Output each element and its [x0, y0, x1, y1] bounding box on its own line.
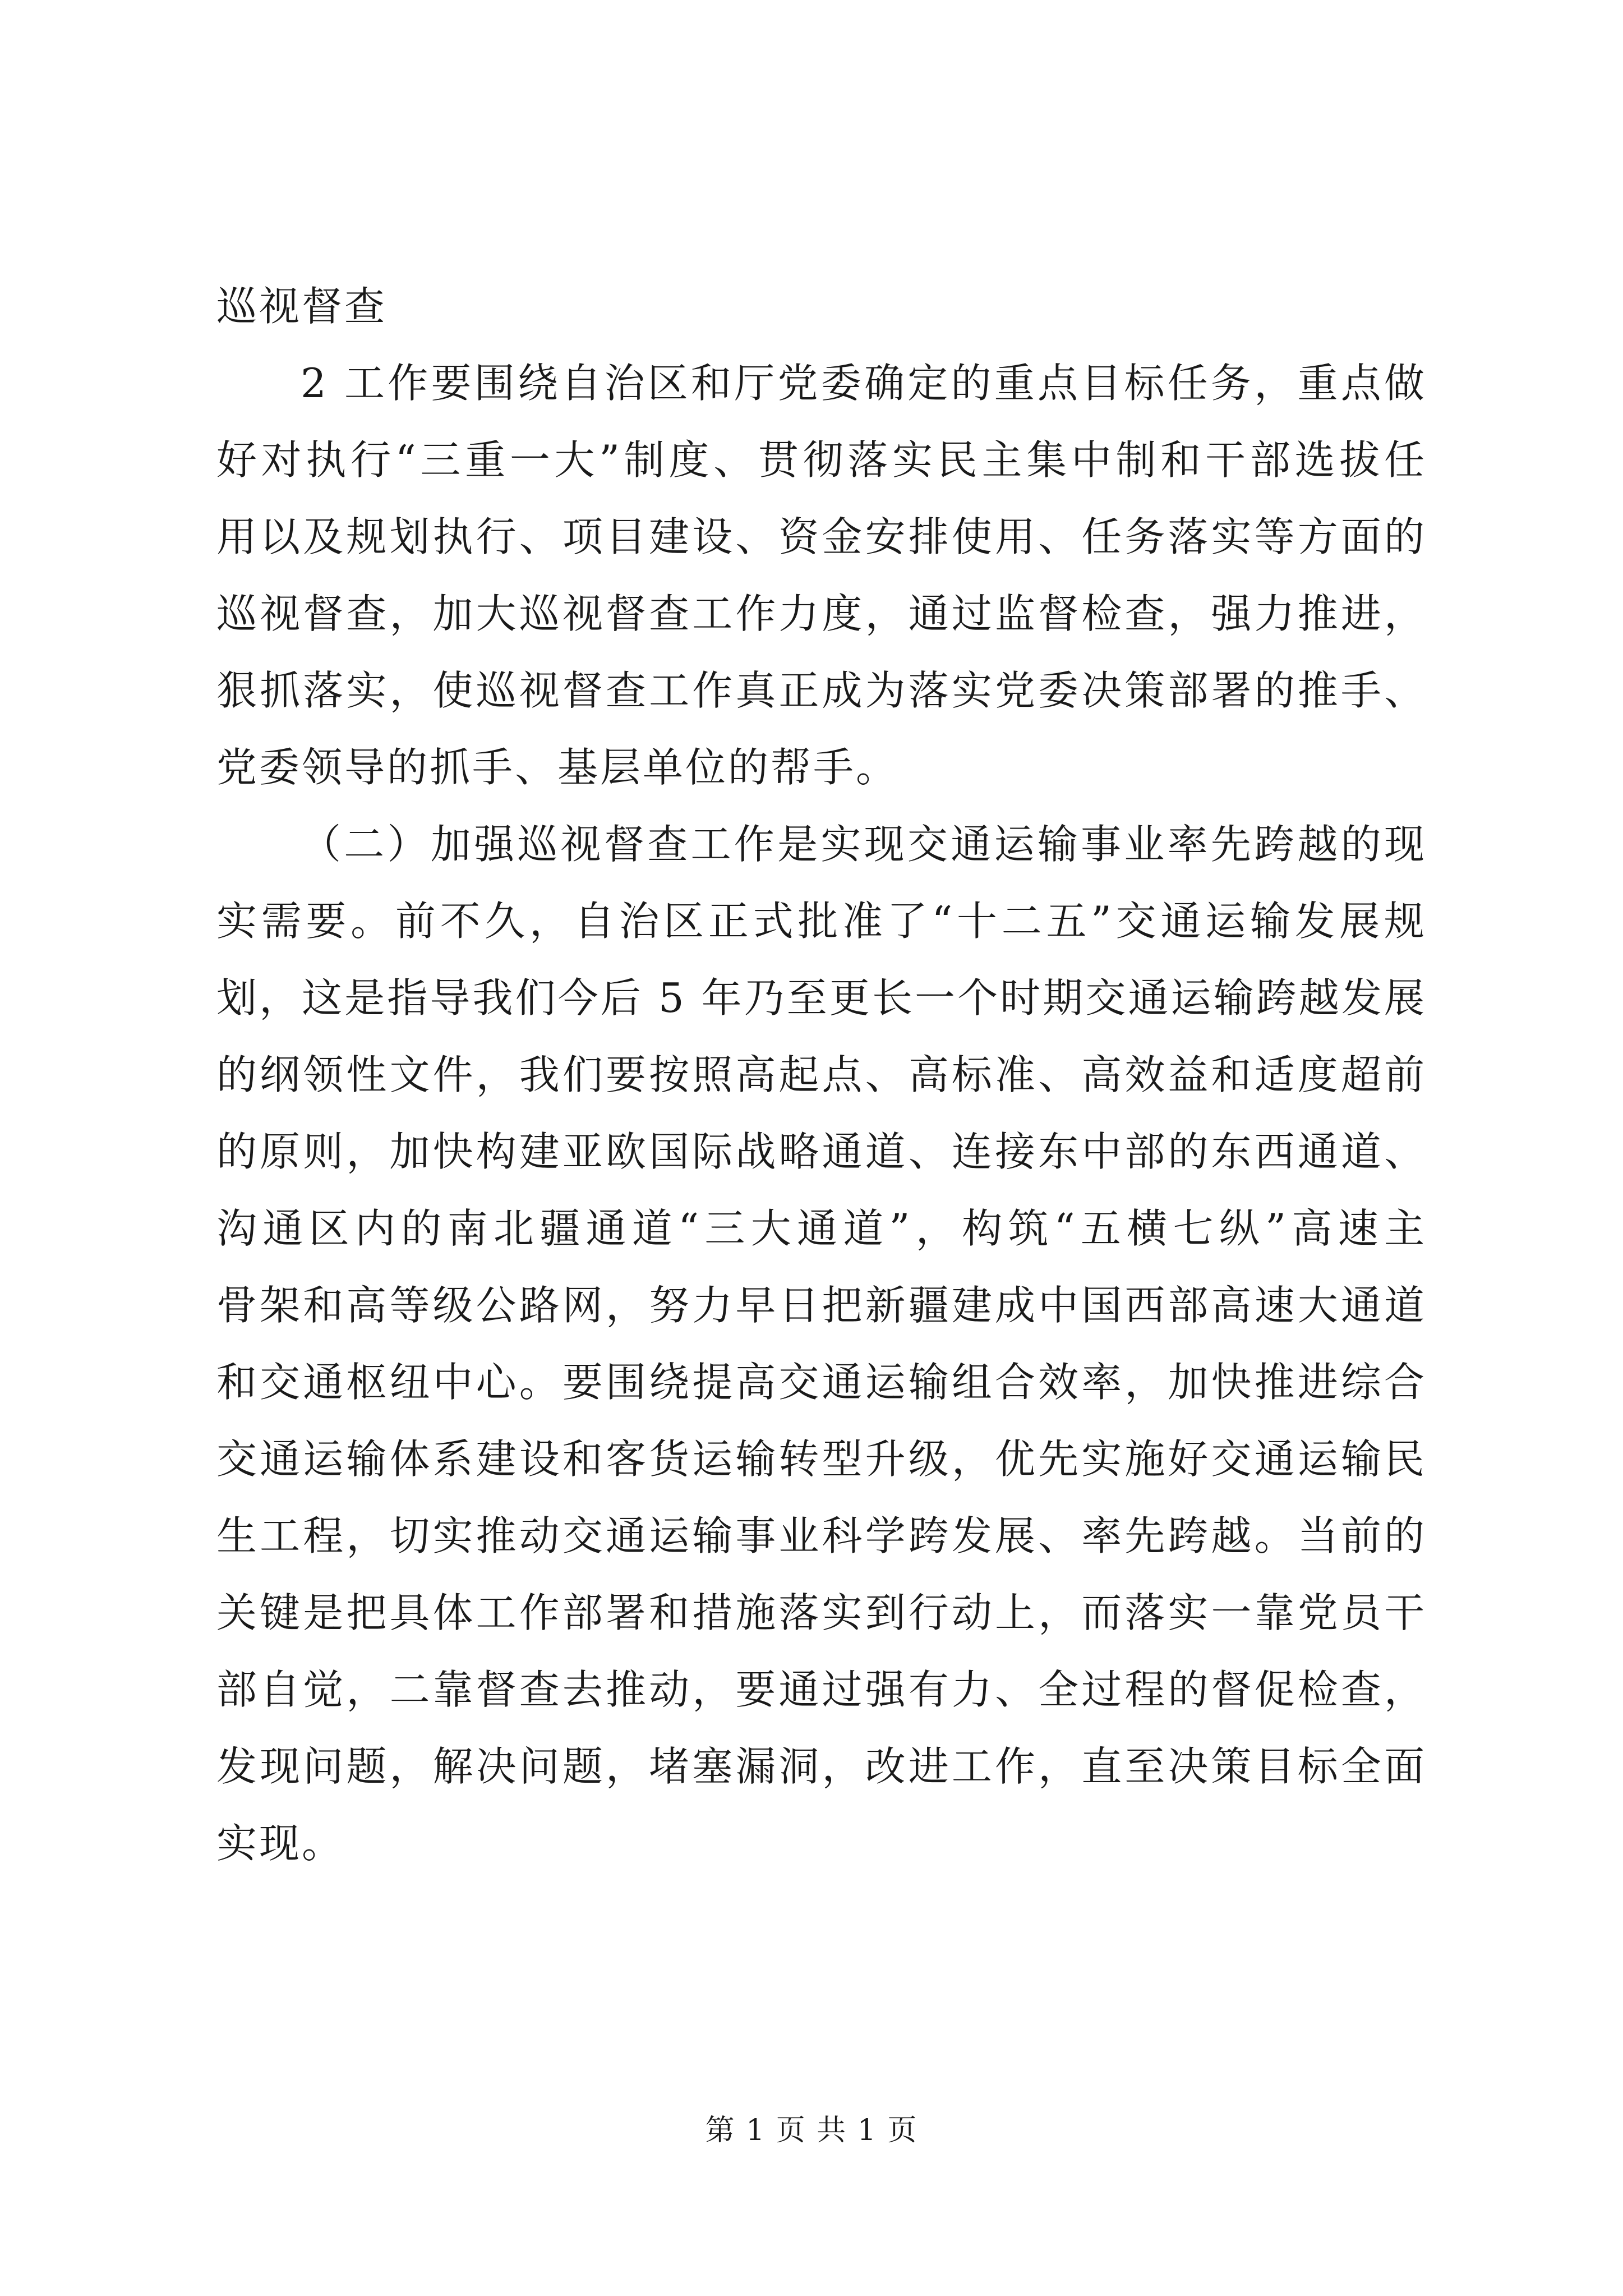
text-line: 划，这是指导我们今后 5 年乃至更长一个时期交通运输跨越发展 [216, 974, 1427, 1022]
text-line: 好对执行“三重一大”制度、贯彻落实民主集中制和干部选拔任 [216, 436, 1427, 484]
text-line: 狠抓落实，使巡视督查工作真正成为落实党委决策部署的推手、 [216, 667, 1427, 714]
page-number-footer: 第 1 页 共 1 页 [705, 2114, 918, 2147]
text-line: 沟通区内的南北疆通道“三大通道”，构筑“五横七纵”高速主 [216, 1205, 1427, 1252]
text-line: 实需要。前不久，自治区正式批准了“十二五”交通运输发展规 [216, 898, 1427, 945]
text-line: 实现。 [216, 1820, 345, 1867]
text-line: 骨架和高等级公路网，努力早日把新疆建成中国西部高速大通道 [216, 1282, 1427, 1329]
text-line: 关键是把具体工作部署和措施落实到行动上，而落实一靠党员干 [216, 1589, 1427, 1636]
text-line: 交通运输体系建设和客货运输转型升级，优先实施好交通运输民 [216, 1435, 1427, 1483]
text-line: （二）加强巡视督查工作是实现交通运输事业率先跨越的现 [301, 821, 1427, 868]
text-line: 的纲领性文件，我们要按照高起点、高标准、高效益和适度超前 [216, 1051, 1427, 1098]
text-line: 发现问题，解决问题，堵塞漏洞，改进工作，直至决策目标全面 [216, 1743, 1427, 1790]
text-line: 党委领导的抓手、基层单位的帮手。 [216, 744, 899, 791]
text-line: 用以及规划执行、项目建设、资金安排使用、任务落实等方面的 [216, 513, 1427, 560]
text-line: 部自觉，二靠督查去推动，要通过强有力、全过程的督促检查， [216, 1666, 1427, 1713]
text-line: 2 工作要围绕自治区和厅党委确定的重点目标任务，重点做 [301, 360, 1427, 407]
text-line-heading: 巡视督查 [216, 283, 388, 330]
text-line: 和交通枢纽中心。要围绕提高交通运输组合效率，加快推进综合 [216, 1359, 1427, 1406]
text-line: 巡视督查，加大巡视督查工作力度，通过监督检查，强力推进， [216, 590, 1427, 637]
document-body [216, 268, 1427, 1882]
text-line: 生工程，切实推动交通运输事业科学跨发展、率先跨越。当前的 [216, 1512, 1427, 1559]
text-line: 的原则，加快构建亚欧国际战略通道、连接东中部的东西通道、 [216, 1128, 1427, 1175]
